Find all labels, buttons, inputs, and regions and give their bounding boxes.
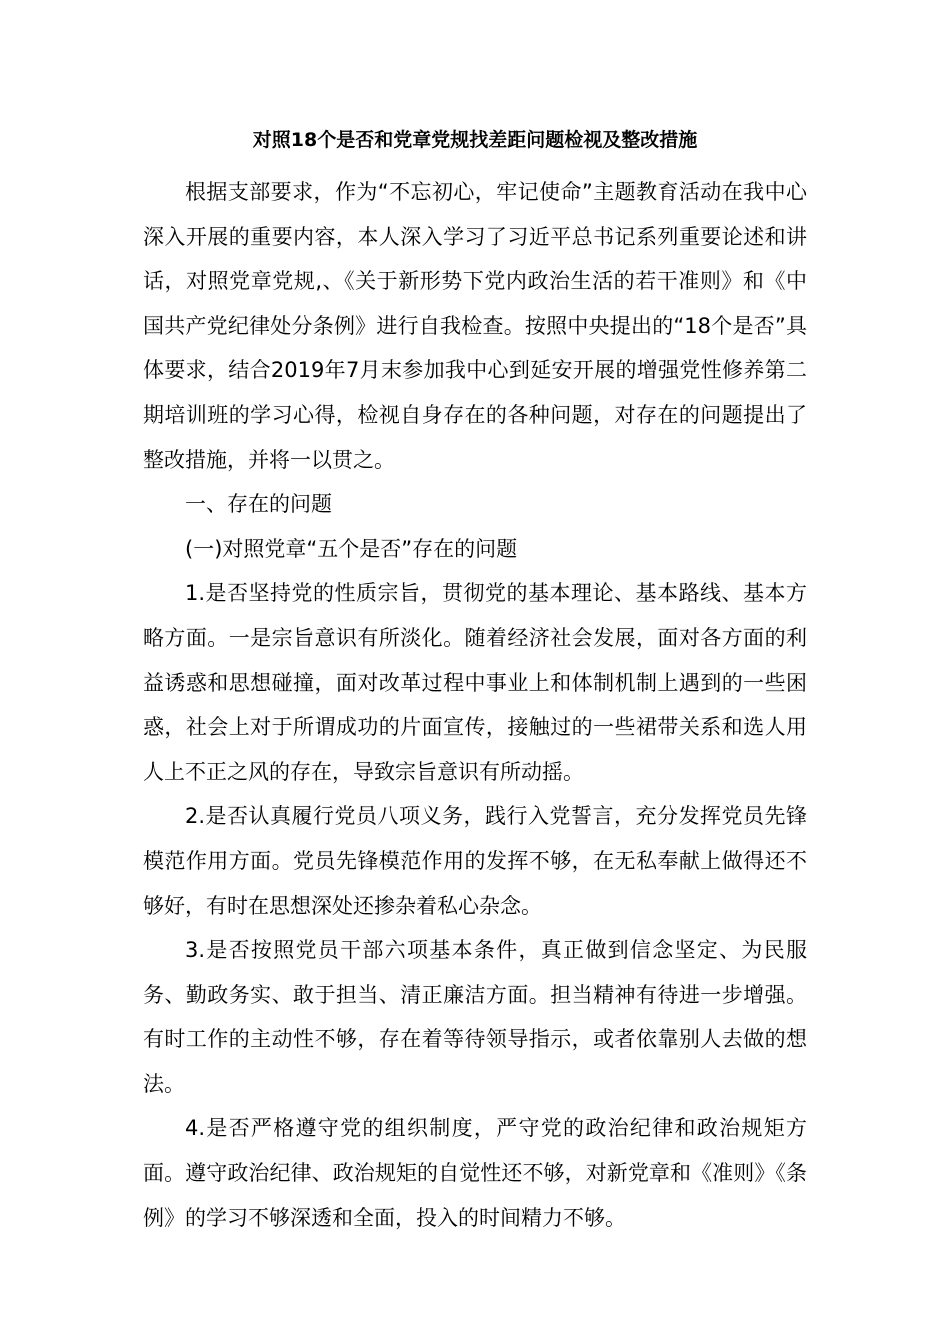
document-title: 对照18个是否和党章党规找差距问题检视及整改措施 — [252, 129, 698, 151]
item-paragraph-2: 2.是否认真履行党员八项义务，践行入党誓言，充分发挥党员先锋模范作用方面。党员先锋模范作用的发挥不够，在无私奉献上做得还不够好，有时在思想深处还掺杂着私心杂念。 — [143, 804, 807, 918]
intro-paragraph: 根据支部要求，作为“不忘初心，牢记使命”主题教育活动在我中心深入开展的重要内容，本人深入学习了习近平总书记系列重要论述和讲话，对照党章党规,、《关于新形势下党内政治生活的若干准则》和《中国共产党纪律处分条例》进行自我检查。按照中央提出的“18个是否”具体要求，结合2019年7月末参加我中心到延安开展的增强党性修养第二期培训班的学习心得，检视自身存在的各种问题，对存在的问题提出了整改措施，并将一以贯之。 — [143, 180, 807, 472]
section-heading: 一、存在的问题 — [185, 492, 332, 517]
subsection-heading: (一)对照党章“五个是否”存在的问题 — [185, 536, 518, 561]
item-paragraph-4: 4.是否严格遵守党的组织制度，严守党的政治纪律和政治规矩方面。遵守政治纪律、政治规矩的自觉性还不够，对新党章和《准则》《条例》的学习不够深透和全面，投入的时间精力不够。 — [143, 1116, 807, 1230]
document-page — [143, 118, 807, 1240]
item-paragraph-3: 3.是否按照党员干部六项基本条件，真正做到信念坚定、为民服务、勤政务实、敢于担当、清正廉洁方面。担当精神有待进一步增强。有时工作的主动性不够，存在着等待领导指示，或者依靠别人去做的想法。 — [143, 938, 807, 1096]
item-paragraph-1: 1.是否坚持党的性质宗旨，贯彻党的基本理论、基本路线、基本方略方面。一是宗旨意识有所淡化。随着经济社会发展，面对各方面的利益诱惑和思想碰撞，面对改革过程中事业上和体制机制上遇到的一些困惑，社会上对于所谓成功的片面宣传，接触过的一些裙带关系和选人用人上不正之风的存在，导致宗旨意识有所动摇。 — [143, 581, 807, 784]
